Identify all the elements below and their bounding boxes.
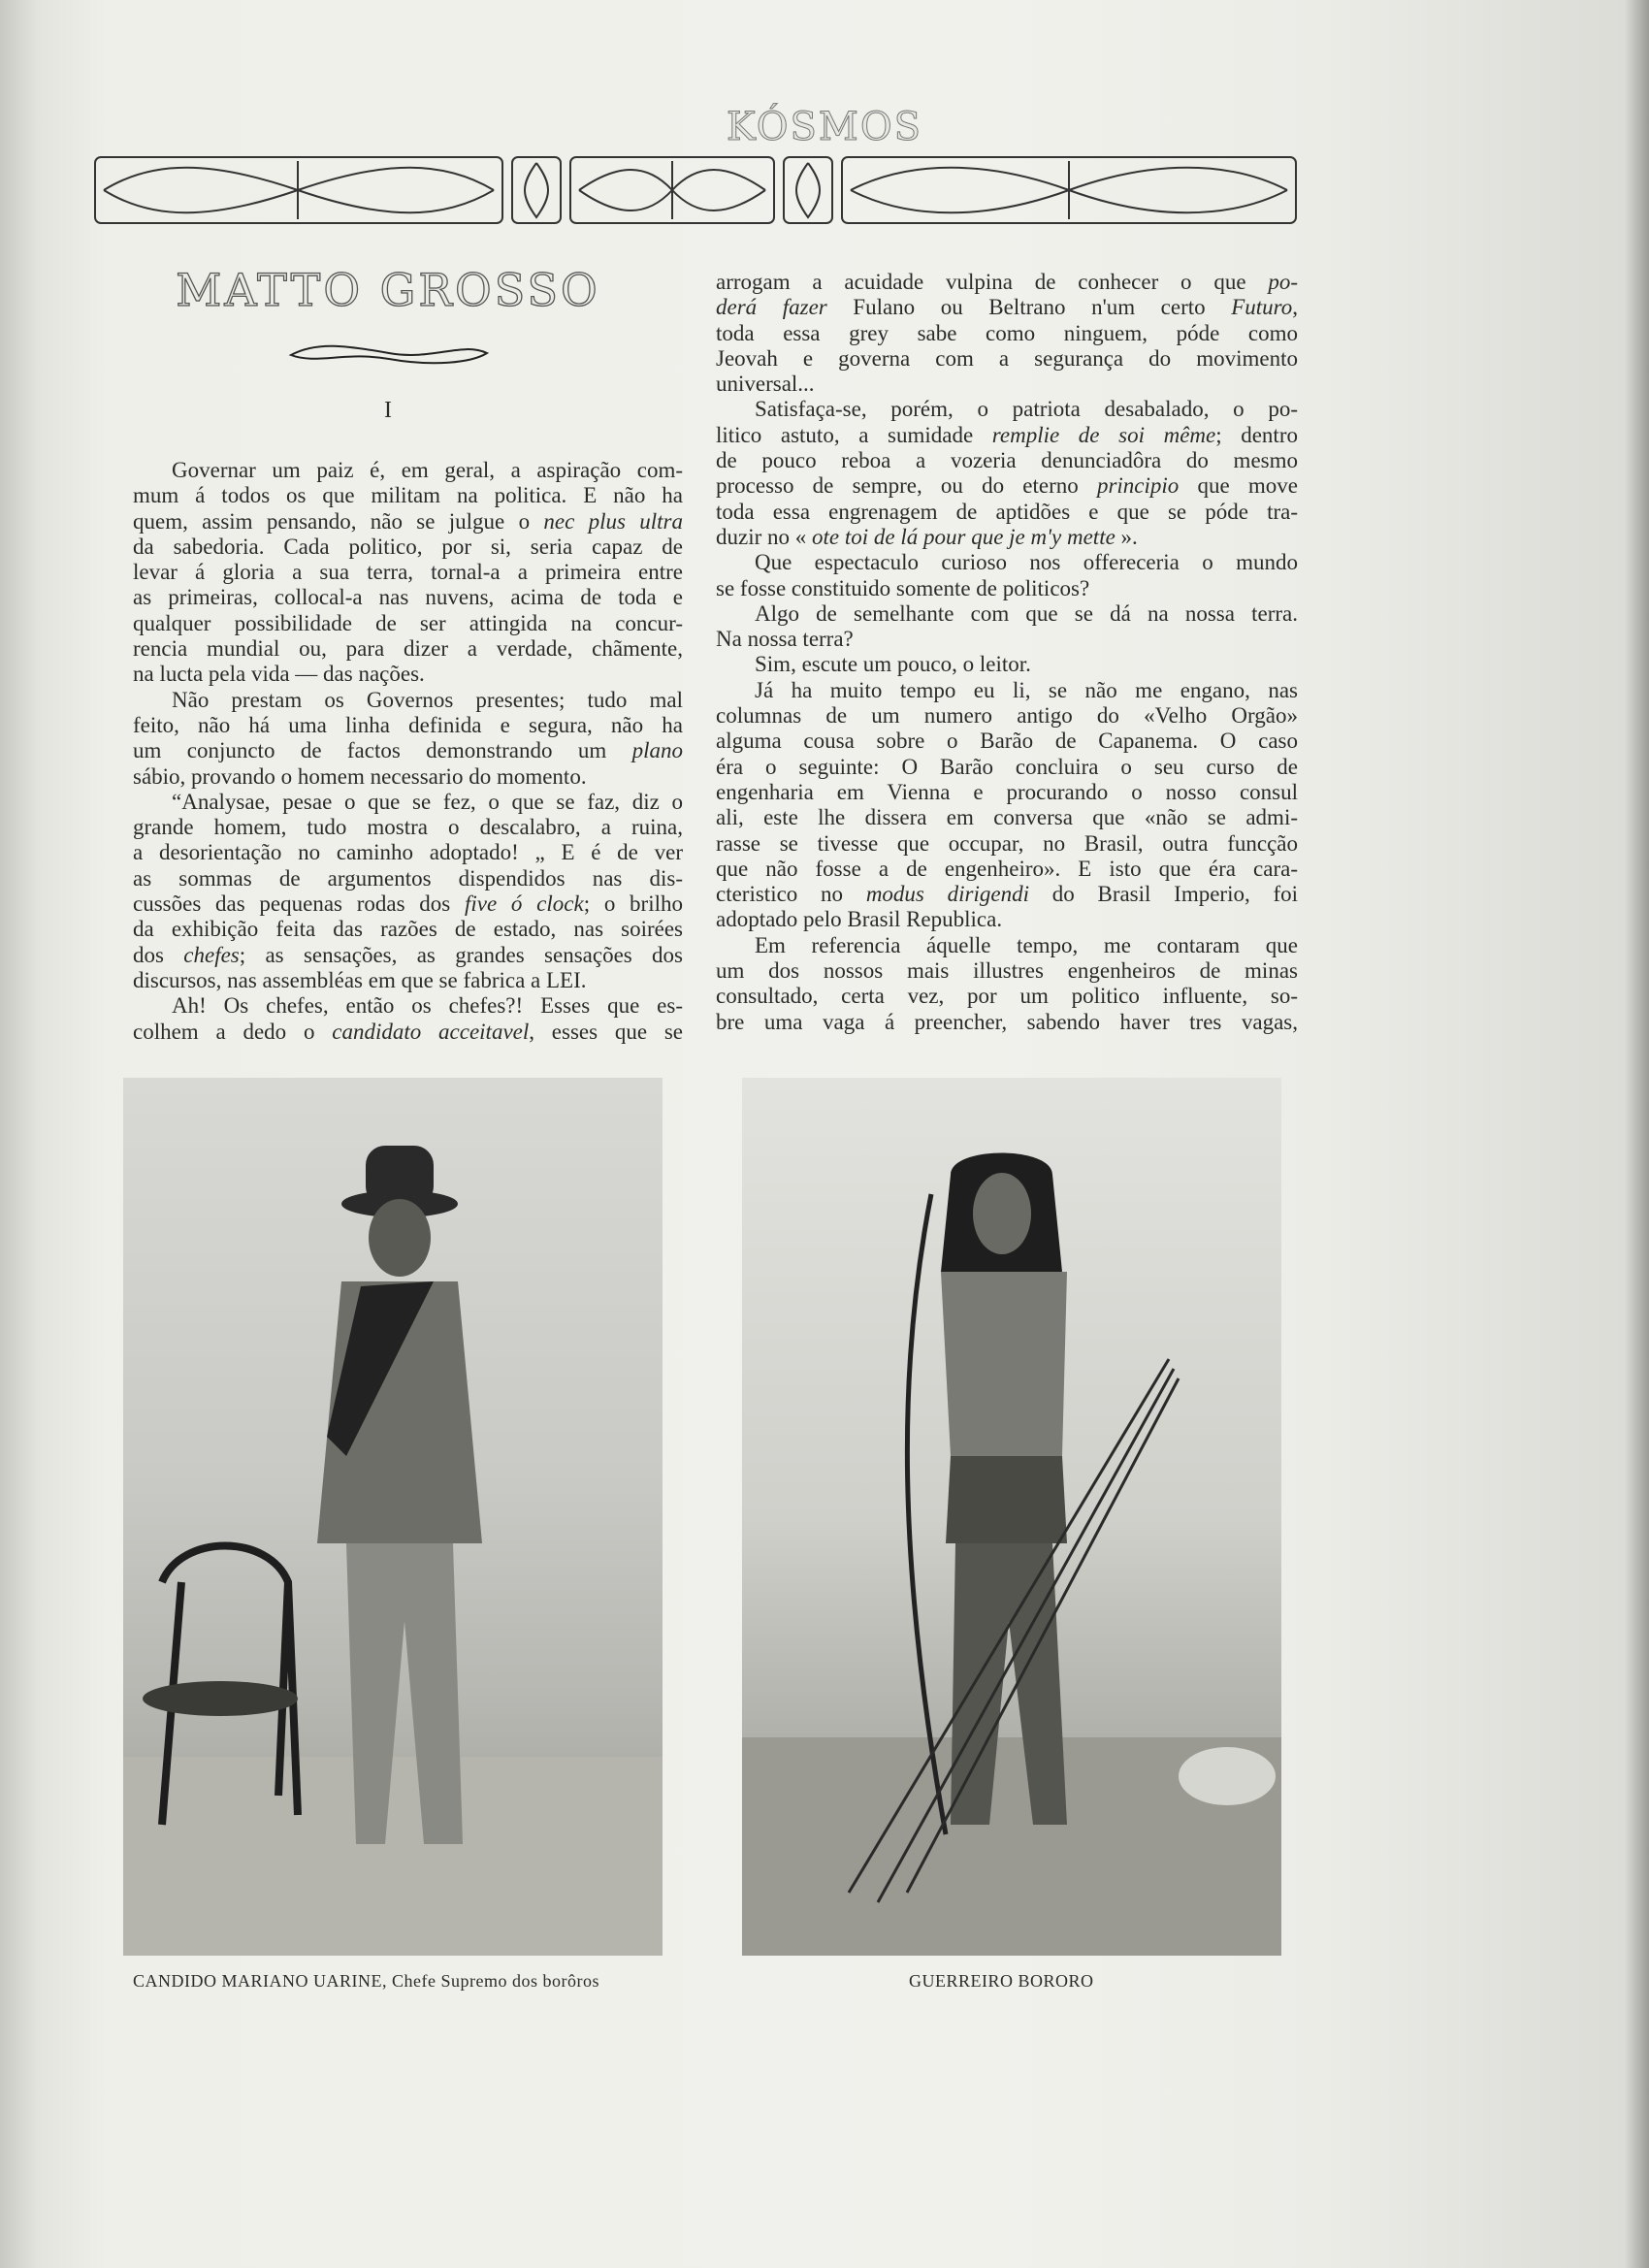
text: um conjuncto de factos demonstrando um xyxy=(133,738,632,763)
italic-text: chefes xyxy=(183,942,240,967)
text-line xyxy=(716,372,1298,397)
paragraph xyxy=(133,458,683,688)
text: mum á todos os que militam na politica. E não ha xyxy=(133,483,683,508)
text: rencia mundial ou, para dizer a verdade, chãmente, xyxy=(133,636,683,662)
text: levar á gloria a sua terra, tornal-a a primeira entre xyxy=(133,560,683,585)
paragraph xyxy=(716,678,1298,933)
text-line xyxy=(133,483,683,508)
left-column xyxy=(133,458,683,1045)
text-line xyxy=(716,933,1298,958)
text-line xyxy=(133,866,683,891)
paragraph xyxy=(133,790,683,993)
text-line xyxy=(133,458,683,483)
text-line xyxy=(716,907,1298,932)
text: litico astuto, a sumidade xyxy=(716,422,992,447)
text: columnas de um numero antigo do «Velho Orgão» xyxy=(716,703,1298,729)
text: de pouco reboa a vozeria denunciadôra do mesmo xyxy=(716,448,1298,473)
text-line xyxy=(716,652,1298,677)
text-line xyxy=(133,815,683,840)
italic-text: ote toi de lá pour que je m'y mette xyxy=(812,524,1116,549)
italic-text: po- xyxy=(1268,270,1298,294)
text-line xyxy=(133,993,683,1019)
text: as primeiras, collocal-a nas nuvens, acima de toda e xyxy=(133,585,683,610)
text: ». xyxy=(1115,524,1138,549)
text-line xyxy=(716,270,1298,295)
text-line xyxy=(716,703,1298,729)
text: Na nossa terra? xyxy=(716,627,854,652)
text-line xyxy=(133,891,683,917)
text: cussões das pequenas rodas dos xyxy=(133,891,465,917)
text-line xyxy=(716,805,1298,830)
text: arrogam a acuidade vulpina de conhecer o que xyxy=(716,270,1269,294)
text: Satisfaça-se, porém, o patriota desabalado, o po- xyxy=(755,397,1298,422)
text: que move xyxy=(1179,473,1298,499)
text-line xyxy=(716,500,1298,525)
text: Algo de semelhante com que se dá na nossa terra. xyxy=(755,600,1298,626)
text-line xyxy=(133,535,683,560)
text: na lucta pela vida — das nações. xyxy=(133,662,425,687)
italic-text: remplie de soi même xyxy=(991,422,1216,447)
text-line xyxy=(716,525,1298,550)
text-line xyxy=(716,627,1298,652)
text: dos xyxy=(133,942,184,967)
text: toda essa engrenagem de aptidões e que se póde tra- xyxy=(716,499,1298,524)
text: toda essa grey sabe como ninguem, póde como xyxy=(716,320,1298,345)
text-line xyxy=(716,321,1298,346)
masthead: KÓSMOS xyxy=(726,105,923,149)
text: Governar um paiz é, em geral, a aspiração com- xyxy=(172,458,683,482)
text-line xyxy=(716,601,1298,627)
text: Que espectaculo curioso nos offereceria o mundo xyxy=(755,550,1298,575)
italic-text: nec plus ultra xyxy=(543,508,683,534)
paragraph xyxy=(716,652,1298,677)
text: quem, assim pensando, não se julgue o xyxy=(133,508,544,534)
text: Já ha muito tempo eu li, se não me engano, nas xyxy=(755,677,1298,702)
title-swash-ornament xyxy=(287,340,491,367)
text: éra o seguinte: O Barão concluira o seu curso de xyxy=(716,754,1298,779)
paragraph xyxy=(716,933,1298,1035)
text-line xyxy=(716,1010,1298,1035)
text: consultado, certa vez, por um politico influente, so- xyxy=(716,984,1298,1009)
text-line xyxy=(133,917,683,942)
text: Em referencia áquelle tempo, me contaram que xyxy=(755,932,1298,957)
text-line xyxy=(133,790,683,815)
text-line xyxy=(716,678,1298,703)
italic-text: Futuro xyxy=(1231,295,1293,320)
text-line xyxy=(133,662,683,687)
text-line xyxy=(133,968,683,993)
text: Ah! Os chefes, então os chefes?! Esses que es- xyxy=(172,993,683,1019)
text-line xyxy=(716,448,1298,473)
text-line xyxy=(716,780,1298,805)
text: qualquer possibilidade de ser attingida na concur- xyxy=(133,610,683,635)
text-line xyxy=(716,550,1298,575)
text: da sabedoria. Cada politico, por si, seria capaz de xyxy=(133,534,683,559)
text: Sim, escute um pouco, o leitor. xyxy=(755,652,1031,677)
text: processo de sempre, ou do eterno xyxy=(716,473,1097,499)
text: Jeovah e governa com a segurança do movimento xyxy=(716,345,1298,371)
text-line xyxy=(716,423,1298,448)
text-line xyxy=(133,509,683,535)
text-line xyxy=(716,473,1298,499)
italic-text: plano xyxy=(631,738,683,763)
text-line xyxy=(716,346,1298,372)
text-line xyxy=(133,764,683,790)
text: sábio, provando o homem necessario do momento. xyxy=(133,763,587,789)
photo-caption-left: CANDIDO MARIANO UARINE, Chefe Supremo dos borôros xyxy=(133,1971,599,1991)
text: engenharia em Vienna e procurando o nosso consul xyxy=(716,779,1298,804)
italic-text: derá fazer xyxy=(716,295,827,320)
text-line xyxy=(133,943,683,968)
text: bre uma vaga á preencher, sabendo haver tres vagas, xyxy=(716,1009,1298,1034)
text: as sommas de argumentos dispendidos nas dis- xyxy=(133,865,683,891)
photo-guerreiro-bororo xyxy=(742,1078,1281,1956)
text: adoptado pelo Brasil Republica. xyxy=(716,907,1003,932)
text: do Brasil Imperio, foi xyxy=(1028,882,1299,907)
text: universal... xyxy=(716,372,815,397)
text: ; o brilho xyxy=(583,891,683,917)
text: um dos nossos mais illustres engenheiros de minas xyxy=(716,958,1298,984)
text: colhem a dedo o xyxy=(133,1019,333,1044)
text-line xyxy=(716,831,1298,857)
text-line xyxy=(716,984,1298,1009)
italic-text: five ó clock xyxy=(464,891,584,917)
text-line xyxy=(716,397,1298,422)
text: ali, este lhe dissera em conversa que «não se admi- xyxy=(716,805,1298,830)
text: feito, não há uma linha definida e segura, não ha xyxy=(133,712,683,737)
text-line xyxy=(716,857,1298,882)
text-line xyxy=(133,840,683,865)
text: Não prestam os Governos presentes; tudo mal xyxy=(172,687,683,712)
text: que não fosse a de engenheiro». E isto que éra cara- xyxy=(716,856,1298,881)
text: discursos, nas assembléas em que se fabrica a LEI. xyxy=(133,967,587,992)
section-number: I xyxy=(384,398,392,423)
text: se fosse constituido somente de politicos? xyxy=(716,575,1090,600)
text-line xyxy=(133,1020,683,1045)
text-line xyxy=(716,958,1298,984)
text-line xyxy=(133,585,683,610)
photo-candido-mariano-uarine xyxy=(123,1078,663,1956)
text: , esses que se xyxy=(529,1019,684,1044)
text-line xyxy=(133,560,683,585)
paragraph xyxy=(716,601,1298,653)
text: Fulano ou Beltrano n'um certo xyxy=(826,295,1232,320)
text: a desorientação no caminho adoptado! „ E é de ver xyxy=(133,840,683,865)
text: ; dentro xyxy=(1215,422,1298,447)
ornamental-border xyxy=(94,155,1297,225)
text-line xyxy=(716,576,1298,601)
article-title: MATTO GROSSO xyxy=(176,264,600,316)
text-line xyxy=(133,611,683,636)
paragraph xyxy=(716,550,1298,601)
text: “Analysae, pesae o que se fez, o que se faz, diz o xyxy=(172,789,683,814)
text: rasse se tivesse que occupar, no Brasil, outra funcção xyxy=(716,830,1298,856)
paragraph xyxy=(133,688,683,790)
text: ; as sensações, as grandes sensações dos xyxy=(239,942,684,967)
text-line xyxy=(716,755,1298,780)
photo-caption-right: GUERREIRO BORORO xyxy=(909,1971,1094,1991)
text: cteristico no xyxy=(716,882,866,907)
text-line xyxy=(133,636,683,662)
text: grande homem, tudo mostra o descalabro, a ruina, xyxy=(133,815,683,840)
text: , xyxy=(1292,295,1298,320)
text-line xyxy=(716,295,1298,320)
text: alguma cousa sobre o Barão de Capanema. O caso xyxy=(716,729,1298,754)
italic-text: principio xyxy=(1096,473,1180,499)
italic-text: candidato acceitavel xyxy=(332,1019,530,1044)
text: duzir no « xyxy=(716,524,813,549)
paragraph xyxy=(133,993,683,1045)
paragraph xyxy=(716,270,1298,397)
text-line xyxy=(133,688,683,713)
right-column xyxy=(716,270,1298,1035)
text-line xyxy=(716,882,1298,907)
text: da exhibição feita das razões de estado, nas soirées xyxy=(133,917,683,942)
paragraph xyxy=(716,397,1298,550)
text-line xyxy=(716,729,1298,754)
text-line xyxy=(133,713,683,738)
italic-text: modus dirigendi xyxy=(865,882,1029,907)
text-line xyxy=(133,738,683,763)
